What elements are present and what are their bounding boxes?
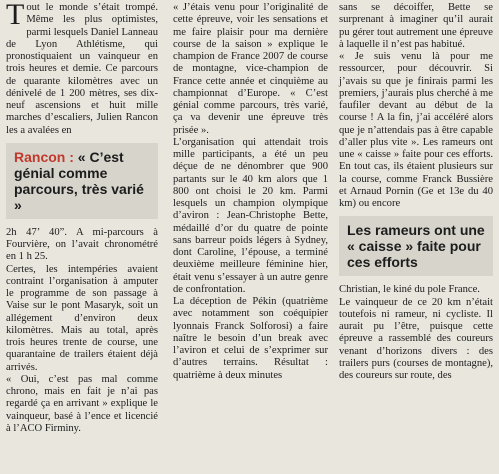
drop-cap: T (6, 0, 25, 31)
paragraph: Certes, les intempéries avaient contraint l’organisation à amputer le programme de son passage à Vaise sur le pont Masaryk, soit un allégement d’environ deux kilomètres. Mais au total, après trois heures trente de course, une quarantaine de trailers étaient déjà arrivés. (6, 263, 158, 373)
pull-quote-text: « C’est génial comme parcours, très varié » (14, 148, 144, 213)
paragraph: 2h 47’ 40”. A mi-parcours à Fourvière, on l’avait chronométré en 1 h 25. (6, 226, 158, 263)
paragraph: La déception de Pékin (quatrième avec notamment son coéquipier lyonnais Franck Solforosi) a faire naître le besoin d’un break avec l’aviron et celui de s’exprimer sur d’autres terrains. Résultat : quatrième à deux minutes (173, 296, 328, 381)
column-3 (339, 2, 493, 382)
column-2 (173, 2, 328, 382)
paragraph: Christian, le kiné du pole France. (339, 284, 480, 296)
pull-quote-text: Les rameurs ont une « caisse » faite pour ces efforts (347, 222, 485, 271)
paragraph: Le vainqueur de ce 20 km n’était toutefois ni rameur, ni cycliste. Il aurait pu l’être, puisque cette épreuve a rassemblé des coureurs venant d’horizons divers : des trailers purs (courses de montagne), des coureurs sur route, des (339, 296, 493, 381)
pull-quote-speaker: Rancon : (14, 148, 74, 165)
paragraph: L’organisation qui attendait trois mille participants, a été un peu déçue de ne dénombrer que 900 partants sur le 40 km alors que 1 800 ont choisi le 20 km. Parmi lesquels un champion olympique d’aviron : Jean-Christophe Bette, médaillé d’or du quatre de pointe sans barreur poids légers à Sydney, dont Caroline, l’épouse, a terminé deuxième meilleure féminine hier, était venu s’essayer à un autre genre de confrontation. (173, 136, 328, 295)
paragraph-intro (6, 2, 158, 137)
column-1 (6, 2, 158, 435)
paragraph: sans se décoiffer, Bette se surprenant à imaginer qu’il aurait pu gérer tout autrement une épreuve à laquelle il n’est pas habitué. (339, 2, 493, 50)
intro-text: out le monde s’était trompé. Même les plus optimistes, parmi lesquels Daniel Lanneau de Lyon Athlétisme, qui pronostiquaient un vainqueur en trois heures et demie. Ce parcours de quarante kilomètres avec un dénivelé de 1 200 mètres, ses dix-neuf ascensions et huit mille marches d’escaliers, Julien Rancon les a avalées en (6, 2, 158, 136)
paragraph: « Oui, c’est pas mal comme chrono, mais en fait je n’ai pas regardé ça en arrivant » explique le vainqueur, basé à l’ence et licencié à l’ACO Firminy. (6, 373, 158, 434)
pull-quote-rameurs (339, 216, 493, 276)
pull-quote-rancon (6, 143, 158, 219)
paragraph: « J’étais venu pour l’originalité de cette épreuve, voir les sensations et me faire plaisir pour ma dernière course de la saison » explique le champion de France 2007 de course de montagne, vice-champion de France cette année et cinquième au championnat d’Europe. « C’est génial comme parcours, très varié, ça va devenir une épreuve très prisée ». (173, 2, 328, 136)
paragraph: « Je suis venu là pour me ressourcer, pour découvrir. Si j’avais su que je finirais parmi les premiers, j’aurais plus cherché à me faufiler devant au début de la course ! A la fin, j’ai accéléré alors que je n’attendais pas à être capable d’aller plus vite ». Les rameurs ont une « caisse » faite pour ces efforts. En tout cas, ils étaient plusieurs sur la course, comme Franck Bussière et Arnaud Pornin (Ge et 13e du 40 km) ou encore (339, 51, 493, 209)
